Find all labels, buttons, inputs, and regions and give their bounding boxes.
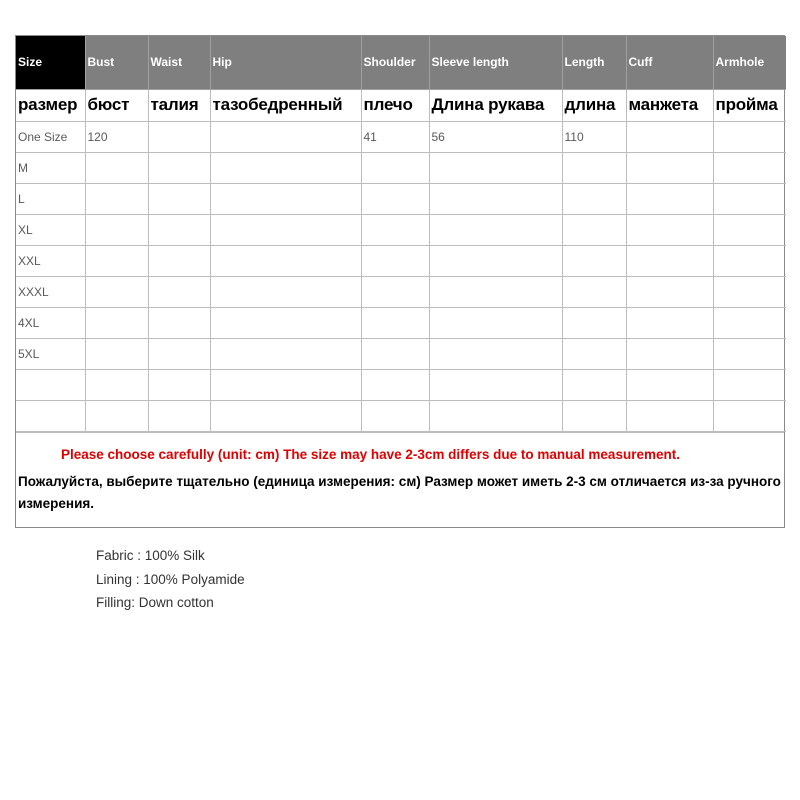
header-ru-sleeve-length: Длина рукава xyxy=(429,89,562,121)
table-cell xyxy=(148,121,210,152)
table-cell xyxy=(361,307,429,338)
table-cell xyxy=(85,400,148,431)
table-cell: 4XL xyxy=(16,307,85,338)
table-cell xyxy=(148,338,210,369)
table-cell xyxy=(713,400,786,431)
table-row xyxy=(16,400,786,431)
table-cell xyxy=(626,400,713,431)
table-cell xyxy=(429,369,562,400)
table-row xyxy=(16,276,786,307)
table-cell xyxy=(361,338,429,369)
table-cell xyxy=(713,152,786,183)
header-ru-waist: талия xyxy=(148,89,210,121)
table-cell xyxy=(85,152,148,183)
table-cell xyxy=(429,338,562,369)
fabric-info xyxy=(96,544,245,615)
table-cell xyxy=(713,121,786,152)
header-ru-cuff: манжета xyxy=(626,89,713,121)
table-cell xyxy=(85,245,148,276)
header-row-ru xyxy=(16,89,786,121)
table-cell xyxy=(713,307,786,338)
table-cell xyxy=(361,152,429,183)
table-cell xyxy=(429,400,562,431)
table-cell xyxy=(85,369,148,400)
table-cell xyxy=(361,245,429,276)
table-cell: 41 xyxy=(361,121,429,152)
header-ru-shoulder: плечо xyxy=(361,89,429,121)
table-cell xyxy=(210,369,361,400)
table-cell xyxy=(148,276,210,307)
table-cell: XXL xyxy=(16,245,85,276)
table-cell xyxy=(148,183,210,214)
table-cell xyxy=(85,276,148,307)
table-cell: M xyxy=(16,152,85,183)
table-row xyxy=(16,338,786,369)
table-cell xyxy=(429,307,562,338)
table-cell xyxy=(210,245,361,276)
table-cell xyxy=(361,400,429,431)
table-cell xyxy=(626,245,713,276)
table-cell xyxy=(713,245,786,276)
header-sleeve-length: Sleeve length xyxy=(429,36,562,89)
table-cell: L xyxy=(16,183,85,214)
table-cell xyxy=(210,183,361,214)
table-cell xyxy=(210,307,361,338)
table-cell xyxy=(210,214,361,245)
table-cell xyxy=(562,245,626,276)
table-cell xyxy=(210,400,361,431)
table-cell xyxy=(626,152,713,183)
header-ru-bust: бюст xyxy=(85,89,148,121)
table-cell xyxy=(148,152,210,183)
table-cell xyxy=(562,307,626,338)
table-cell xyxy=(429,276,562,307)
table-cell xyxy=(713,276,786,307)
table-cell xyxy=(16,400,85,431)
table-cell xyxy=(210,152,361,183)
header-ru-length: длина xyxy=(562,89,626,121)
table-cell xyxy=(361,276,429,307)
table-cell xyxy=(626,307,713,338)
table-cell xyxy=(626,276,713,307)
header-cuff: Cuff xyxy=(626,36,713,89)
table-cell xyxy=(429,214,562,245)
header-hip: Hip xyxy=(210,36,361,89)
table-cell: 120 xyxy=(85,121,148,152)
table-cell xyxy=(626,214,713,245)
table-cell: 5XL xyxy=(16,338,85,369)
notes-section xyxy=(16,432,784,527)
filling-line: Filling: Down cotton xyxy=(96,595,214,610)
table-cell xyxy=(713,369,786,400)
table-cell: XL xyxy=(16,214,85,245)
table-cell xyxy=(148,214,210,245)
table-cell xyxy=(626,183,713,214)
header-waist: Waist xyxy=(148,36,210,89)
table-cell xyxy=(562,400,626,431)
table-cell xyxy=(148,245,210,276)
table-row xyxy=(16,245,786,276)
header-ru-size: размер xyxy=(16,89,85,121)
table-cell xyxy=(361,214,429,245)
note-russian: Пожалуйста, выберите тщательно (единица измерения: см) Размер может иметь 2-3 см отличается из-за ручного измерения. xyxy=(18,473,781,511)
table-cell xyxy=(713,214,786,245)
table-cell: 110 xyxy=(562,121,626,152)
header-size: Size xyxy=(16,36,85,89)
size-table xyxy=(16,36,786,432)
header-bust: Bust xyxy=(85,36,148,89)
table-cell xyxy=(713,338,786,369)
table-cell xyxy=(361,183,429,214)
table-cell xyxy=(148,307,210,338)
table-row xyxy=(16,152,786,183)
table-cell xyxy=(562,276,626,307)
table-cell xyxy=(85,338,148,369)
table-cell xyxy=(148,400,210,431)
table-cell: 56 xyxy=(429,121,562,152)
table-cell xyxy=(626,369,713,400)
table-cell xyxy=(713,183,786,214)
header-armhole: Armhole xyxy=(713,36,786,89)
table-row xyxy=(16,183,786,214)
table-cell xyxy=(210,338,361,369)
table-cell xyxy=(148,369,210,400)
header-shoulder: Shoulder xyxy=(361,36,429,89)
table-cell xyxy=(626,338,713,369)
header-length: Length xyxy=(562,36,626,89)
fabric-line: Fabric : 100% Silk xyxy=(96,548,205,563)
table-cell xyxy=(562,214,626,245)
table-cell xyxy=(429,152,562,183)
table-cell xyxy=(562,369,626,400)
header-row-en xyxy=(16,36,786,89)
table-cell xyxy=(16,369,85,400)
table-row xyxy=(16,214,786,245)
table-cell xyxy=(85,307,148,338)
size-chart xyxy=(15,35,785,528)
table-row xyxy=(16,369,786,400)
table-cell: XXXL xyxy=(16,276,85,307)
table-row xyxy=(16,307,786,338)
table-cell xyxy=(562,338,626,369)
table-cell xyxy=(85,214,148,245)
table-cell xyxy=(562,152,626,183)
table-cell xyxy=(210,276,361,307)
table-cell xyxy=(429,245,562,276)
table-cell: One Size xyxy=(16,121,85,152)
note-english: Please choose carefully (unit: cm) The size may have 2-3cm differs due to manual measurement. xyxy=(61,446,680,462)
table-cell xyxy=(85,183,148,214)
table-cell xyxy=(361,369,429,400)
table-cell xyxy=(210,121,361,152)
table-cell xyxy=(429,183,562,214)
table-row xyxy=(16,121,786,152)
table-cell xyxy=(562,183,626,214)
header-ru-armhole: пройма xyxy=(713,89,786,121)
lining-line: Lining : 100% Polyamide xyxy=(96,571,245,587)
header-ru-hip: тазобедренный xyxy=(210,89,361,121)
table-cell xyxy=(626,121,713,152)
